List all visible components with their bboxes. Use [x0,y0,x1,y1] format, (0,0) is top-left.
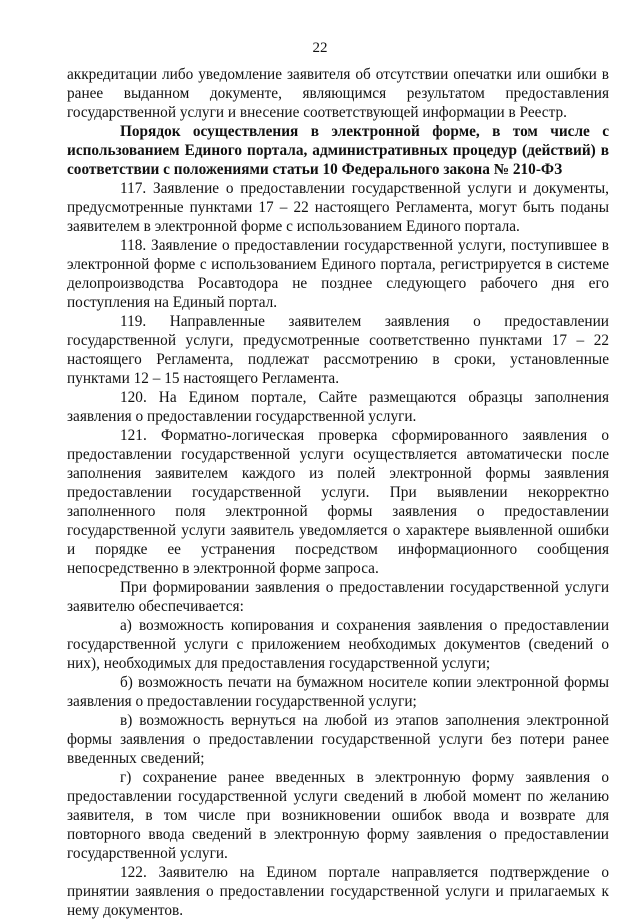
paragraph-117: 117. Заявление о предоставлении государственной услуги и документы, предусмотренные пунктами 17 – 22 настоящего Регламента, могут быть поданы заявителем в электронной форме с использованием Единого портала. [67,180,609,235]
list-item-a: а) возможность копирования и сохранения заявления о предоставлении государственной услуги с приложением необходимых документов (сведений о них), необходимых для предоставления государственной услуги; [67,617,609,672]
paragraph-122: 122. Заявителю на Едином портале направляется подтверждение о принятии заявления о предоставлении государственной услуги и прилагаемых к нему документов. [67,864,609,919]
paragraph-120: 120. На Едином портале, Сайте размещаются образцы заполнения заявления о предоставлении государственной услуги. [67,389,609,425]
paragraph-form-intro: При формировании заявления о предоставлении государственной услуги заявителю обеспечивается: [67,579,609,615]
page-number: 22 [312,40,328,56]
paragraph-118: 118. Заявление о предоставлении государственной услуги, поступившее в электронной форме с использованием Единого портала, регистрируется в системе делопроизводства Росавтодора не позднее следующего рабочего дня его поступления на Единый портал. [67,237,609,311]
paragraph-119: 119. Направленные заявителем заявления о предоставлении государственной услуги, предусмотренные соответственно пунктами 17 – 22 настоящего Регламента, подлежат рассмотрению в сроки, установленные пунктами 12 – 15 настоящего Регламента. [67,313,609,387]
list-item-g: г) сохранение ранее введенных в электронную форму заявления о предоставлении государственной услуги сведений в любой момент по желанию заявителя, в том числе при возникновении ошибок ввода и возврате для повторного ввода сведений в электронную форму заявления о предоставлении государственной услуги. [67,769,609,862]
paragraph-continuation: аккредитации либо уведомление заявителя об отсутствии опечатки или ошибки в ранее выданном документе, являющимся результатом предоставления государственной услуги и внесение соответствующей информации в Реестр. [67,66,609,121]
document-body [67,65,609,920]
paragraph-121: 121. Форматно-логическая проверка сформированного заявления о предоставлении государственной услуги осуществляется автоматически после заполнения заявителем каждого из полей электронной формы заявления предоставлении государственной услуги. При выявлении некорректно заполненного поля электронной формы заявления о предоставлении государственной услуги заявитель уведомляется о характере выявленной ошибки и порядке ее устранения посредством информационного сообщения непосредственно в электронной форме запроса. [67,427,609,577]
section-heading: Порядок осуществления в электронной форме, в том числе с использованием Единого портала, административных процедур (действий) в соответствии с положениями статьи 10 Федерального закона № 210-ФЗ [67,123,609,178]
list-item-b: б) возможность печати на бумажном носителе копии электронной формы заявления о предоставлении государственной услуги; [67,674,609,710]
list-item-v: в) возможность вернуться на любой из этапов заполнения электронной формы заявления о предоставлении государственной услуги без потери ранее введенных сведений; [67,712,609,767]
